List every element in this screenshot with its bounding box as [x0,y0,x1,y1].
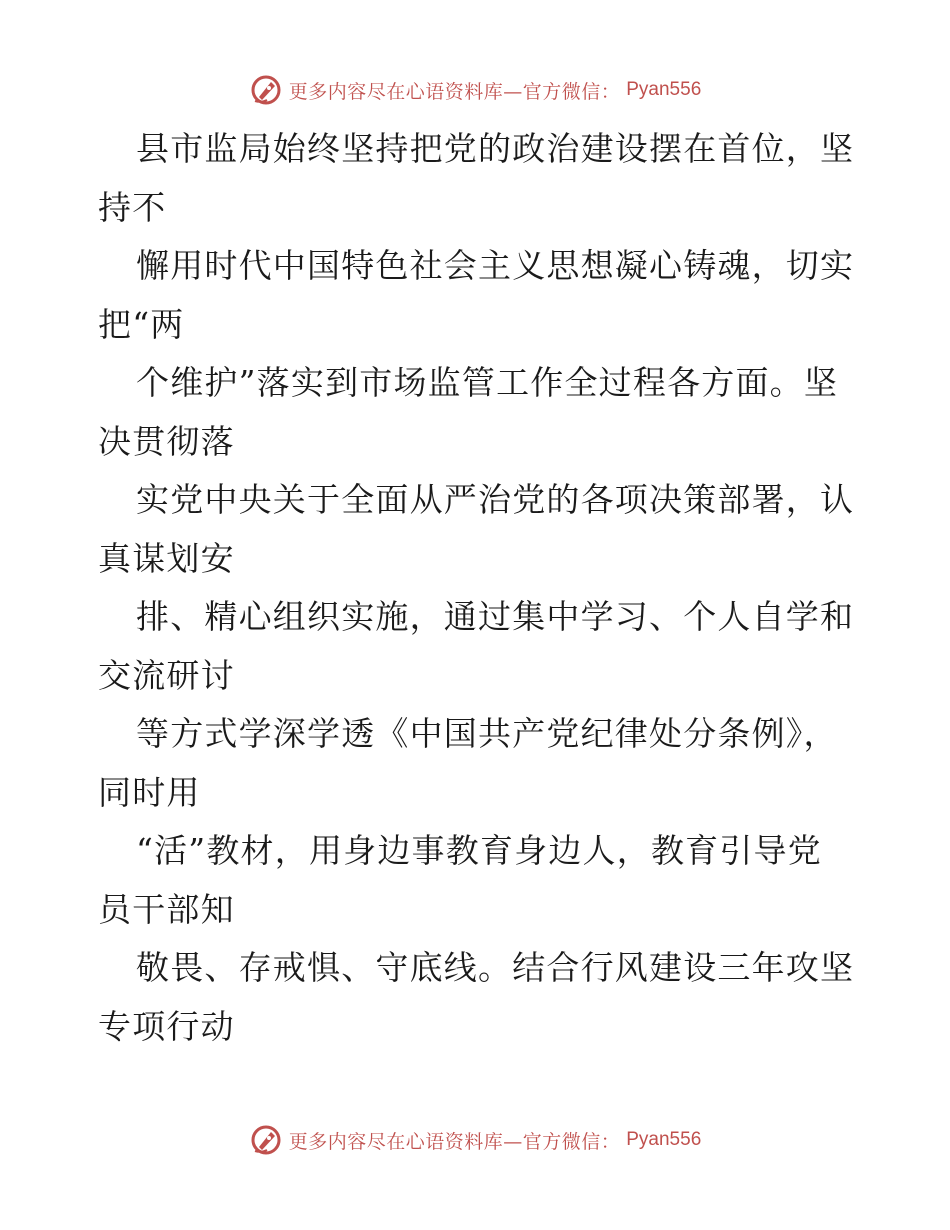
watermark-text: 更多内容尽在心语资料库—官方微信： [288,1130,621,1153]
watermark-account: Pyan556 [626,1129,702,1150]
body-line: 员干部知 [98,889,235,929]
footer-watermark [0,1120,950,1160]
body-line: 持不 [98,187,167,227]
body-line: 县市监局始终坚持把党的政治建设摆在首位，坚 [136,129,855,168]
body-line: 等方式学深学透《中国共产党纪律处分条例》， [136,714,838,753]
body-line: “活”教材，用身边事教育身边人，教育引导党 [136,831,822,870]
body-line: 实党中央关于全面从严治党的各项决策部署，认 [136,480,855,519]
body-line: 排、精心组织实施，通过集中学习、个人自学和 [136,597,855,636]
watermark-text: 更多内容尽在心语资料库—官方微信： [288,80,621,103]
body-line: 同时用 [98,772,201,812]
body-line: 真谋划安 [98,538,235,578]
body-line: 把“两 [98,304,185,344]
body-line: 交流研讨 [98,655,235,695]
watermark-account: Pyan556 [626,79,702,100]
body-line: 专项行动 [98,1006,235,1046]
pen-nib-logo-icon [249,73,283,107]
pen-nib-logo-icon [249,1123,283,1157]
body-line: 懈用时代中国特色社会主义思想凝心铸魂，切实 [136,246,855,285]
body-line: 个维护”落实到市场监管工作全过程各方面。坚 [136,363,839,402]
header-watermark [0,70,950,110]
body-line: 敬畏、存戒惧、守底线。结合行风建设三年攻坚 [136,948,855,987]
document-body [98,120,858,1056]
body-line: 决贯彻落 [98,421,235,461]
